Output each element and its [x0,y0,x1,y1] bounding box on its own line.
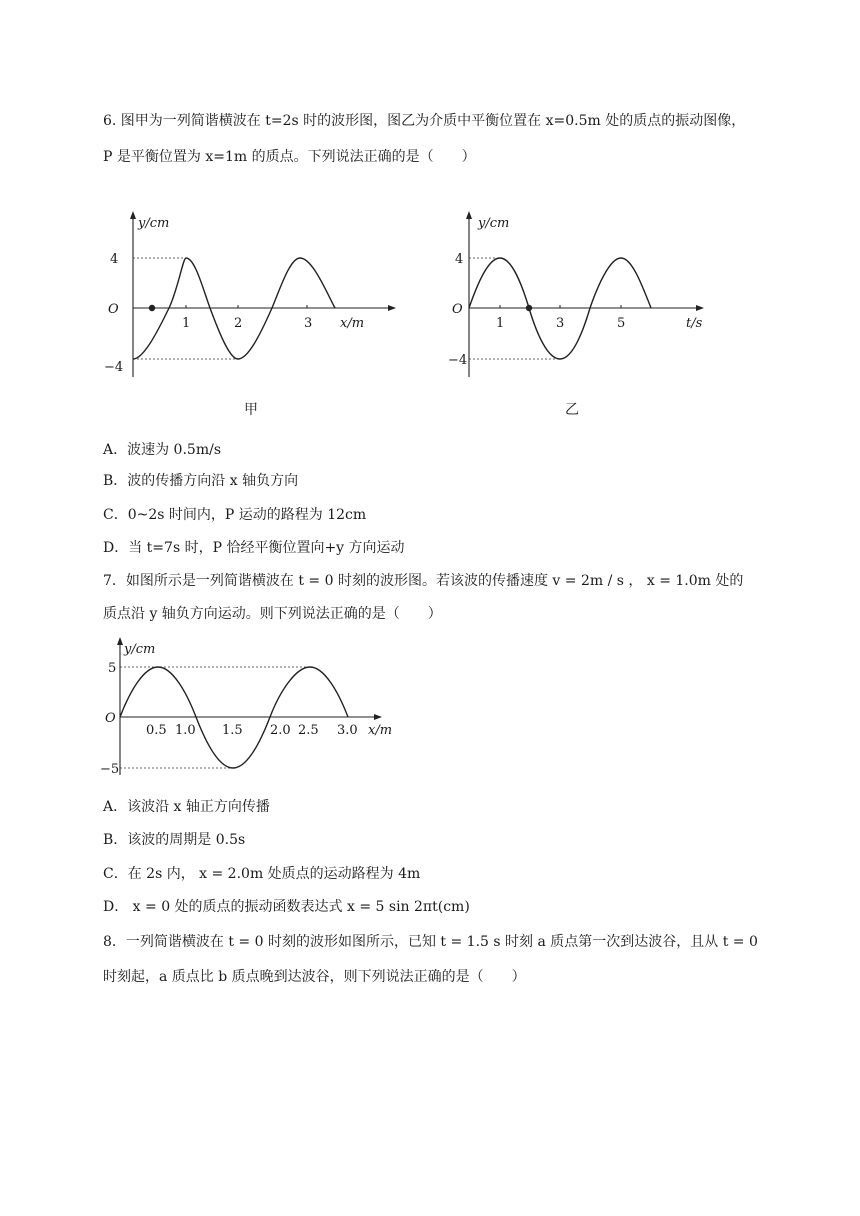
q7-option-b: B．该波的周期是 0.5s [103,832,246,848]
q6-option-d: D．当 t=7s 时，P 恰经平衡位置向+y 方向运动 [103,540,405,556]
jia-xtick-2: 2 [234,316,243,331]
q6-stem-line1: 6. 图甲为一列简谐横波在 t=2s 时的波形图，图乙为介质中平衡位置在 x=0.5m 处的质点的振动图像， [103,113,746,129]
q8-stem-line2: 时刻起，a 质点比 b 质点晚到达波谷，则下列说法正确的是（ ） [103,969,526,985]
q7-origin: O [105,711,116,726]
jia-ytick-neg4: −4 [104,360,124,375]
q6-option-c: C．0~2s 时间内，P 运动的路程为 12cm [103,507,367,523]
q7-xtick-2.0: 2.0 [270,723,291,738]
yi-ytick-4: 4 [455,252,464,267]
yi-origin: O [452,302,463,317]
q6-stem-line2: P 是平衡位置为 x=1m 的质点。下列说法正确的是（ ） [103,149,476,165]
q7-xtick-3.0: 3.0 [337,723,358,738]
q7-option-a: A．该波沿 x 轴正方向传播 [103,799,270,815]
q8-stem-line1: 8．一列简谐横波在 t = 0 时刻的波形如图所示，已知 t = 1.5 s 时刻 a 质点第一次到达波谷，且从 t = 0 [103,934,758,950]
q6-caption-yi: 乙 [565,402,579,418]
yi-xtick-3: 3 [556,316,565,331]
q7-ytick-5: 5 [108,661,117,676]
jia-xtick-1: 1 [182,316,191,331]
jia-xlabel: x/m [340,316,365,331]
q7-xtick-0.5: 0.5 [146,723,167,738]
yi-xtick-1: 1 [496,316,505,331]
q7-option-d: D． x = 0 处的质点的振动函数表达式 x = 5 sin 2πt(cm) [103,899,470,915]
q7-xtick-1.5: 1.5 [222,723,243,738]
yi-xtick-5: 5 [617,316,626,331]
yi-xlabel: t/s [686,316,703,331]
q7-xtick-2.5: 2.5 [298,723,319,738]
jia-ylabel: y/cm [138,216,170,231]
jia-ytick-4: 4 [110,252,119,267]
yi-ytick-neg4: −4 [448,353,468,368]
jia-origin: O [108,302,119,317]
q6-figure-yi [440,205,740,385]
q7-xlabel: x/m [368,723,393,738]
q7-stem-line1: 7．如图所示是一列简谐横波在 t = 0 时刻的波形图。若该波的传播速度 v = 2m / s ， x = 1.0m 处的 [103,573,744,589]
q7-xtick-1.0: 1.0 [175,723,196,738]
q7-ytick-neg5: −5 [100,762,120,777]
q7-ylabel: y/cm [124,642,156,657]
q7-stem-line2: 质点沿 y 轴负方向运动。则下列说法正确的是（ ） [103,606,442,622]
q6-figure-jia [100,205,400,385]
q6-caption-jia: 甲 [244,402,258,418]
q6-option-a: A．波速为 0.5m/s [103,442,222,458]
q6-option-b: B．波的传播方向沿 x 轴负方向 [103,473,299,489]
q7-option-c: C．在 2s 内， x = 2.0m 处质点的运动路程为 4m [103,866,421,882]
q7-figure [100,635,400,780]
jia-xtick-3: 3 [304,316,313,331]
yi-ylabel: y/cm [478,216,510,231]
